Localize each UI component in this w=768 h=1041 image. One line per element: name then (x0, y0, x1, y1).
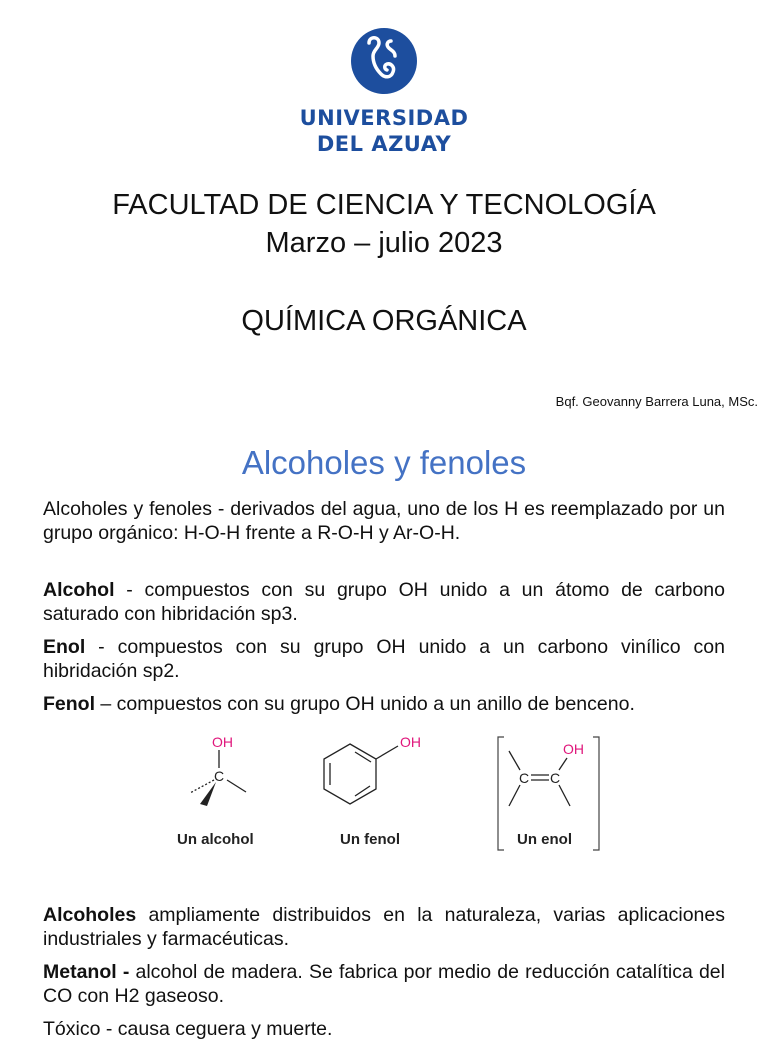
fenol-definition (43, 692, 725, 716)
enol-right-bracket (593, 737, 599, 850)
alcoholes-term: Alcoholes (43, 904, 137, 926)
enol-carbon-left: C (519, 770, 530, 786)
course-title: QUÍMICA ORGÁNICA (241, 305, 527, 337)
logo-line-universidad: UNIVERSIDAD (299, 106, 469, 130)
chemical-structures-figure (170, 730, 610, 855)
university-emblem-icon (351, 26, 417, 96)
enol-bond-lower-left (509, 785, 520, 806)
metanol-paragraph (43, 960, 725, 1008)
enol-term: Enol (43, 636, 86, 658)
enol-bond-oh (559, 758, 567, 770)
intro-paragraph: Alcoholes y fenoles - derivados del agua, uno de los H es reemplazado por un grupo orgánico: H-O-H frente a R-O-H y Ar-O-H. (43, 498, 725, 544)
logo-line-del-azuay: DEL AZUAY (316, 132, 452, 156)
fenol-text: – compuestos con su grupo OH unido a un anillo de benceno. (95, 693, 635, 715)
enol-bond-upper-left (509, 751, 520, 770)
author-name: Bqf. Geovanny Barrera Luna, MSc. (555, 394, 758, 409)
alcohol-carbon-label: C (214, 768, 225, 784)
university-logo (294, 26, 474, 158)
alcohol-right-bond (227, 780, 246, 792)
phenol-ring (324, 744, 376, 804)
fenol-caption: Un fenol (340, 831, 400, 848)
alcohol-caption: Un alcohol (177, 831, 254, 848)
alcoholes-text: ampliamente distribuidos en la naturaleza, varias aplicaciones industriales y farmacéuticas. (43, 904, 725, 950)
enol-oh-label: OH (563, 741, 584, 757)
alcohol-text: - compuestos con su grupo OH unido a un átomo de carbono saturado con hibridación sp3. (43, 579, 725, 625)
alcoholes-paragraph (43, 903, 725, 951)
alcohol-term: Alcohol (43, 579, 115, 601)
enol-left-bracket (498, 737, 504, 850)
metanol-term: Metanol - (43, 961, 130, 983)
toxico-paragraph: Tóxico - causa ceguera y muerte. (43, 1018, 333, 1040)
fenol-term: Fenol (43, 693, 95, 715)
alcohol-definition (43, 578, 725, 626)
section-title: Alcoholes y fenoles (241, 444, 527, 481)
phenol-double-bond-1 (355, 752, 371, 762)
enol-text: - compuestos con su grupo OH unido a un carbono vinílico con hibridación sp2. (43, 636, 725, 682)
academic-period: Marzo – julio 2023 (265, 227, 503, 259)
alcohol-oh-label: OH (212, 734, 233, 750)
enol-definition (43, 635, 725, 683)
enol-carbon-right: C (550, 770, 561, 786)
fenol-oh-label: OH (400, 734, 421, 750)
enol-bond-lower-right (559, 785, 570, 806)
phenol-oh-bond (376, 746, 398, 759)
faculty-title: FACULTAD DE CIENCIA Y TECNOLOGÍA (112, 189, 656, 221)
enol-caption: Un enol (517, 831, 572, 848)
metanol-text: alcohol de madera. Se fabrica por medio de reducción catalítica del CO con H2 gaseoso. (43, 961, 725, 1007)
